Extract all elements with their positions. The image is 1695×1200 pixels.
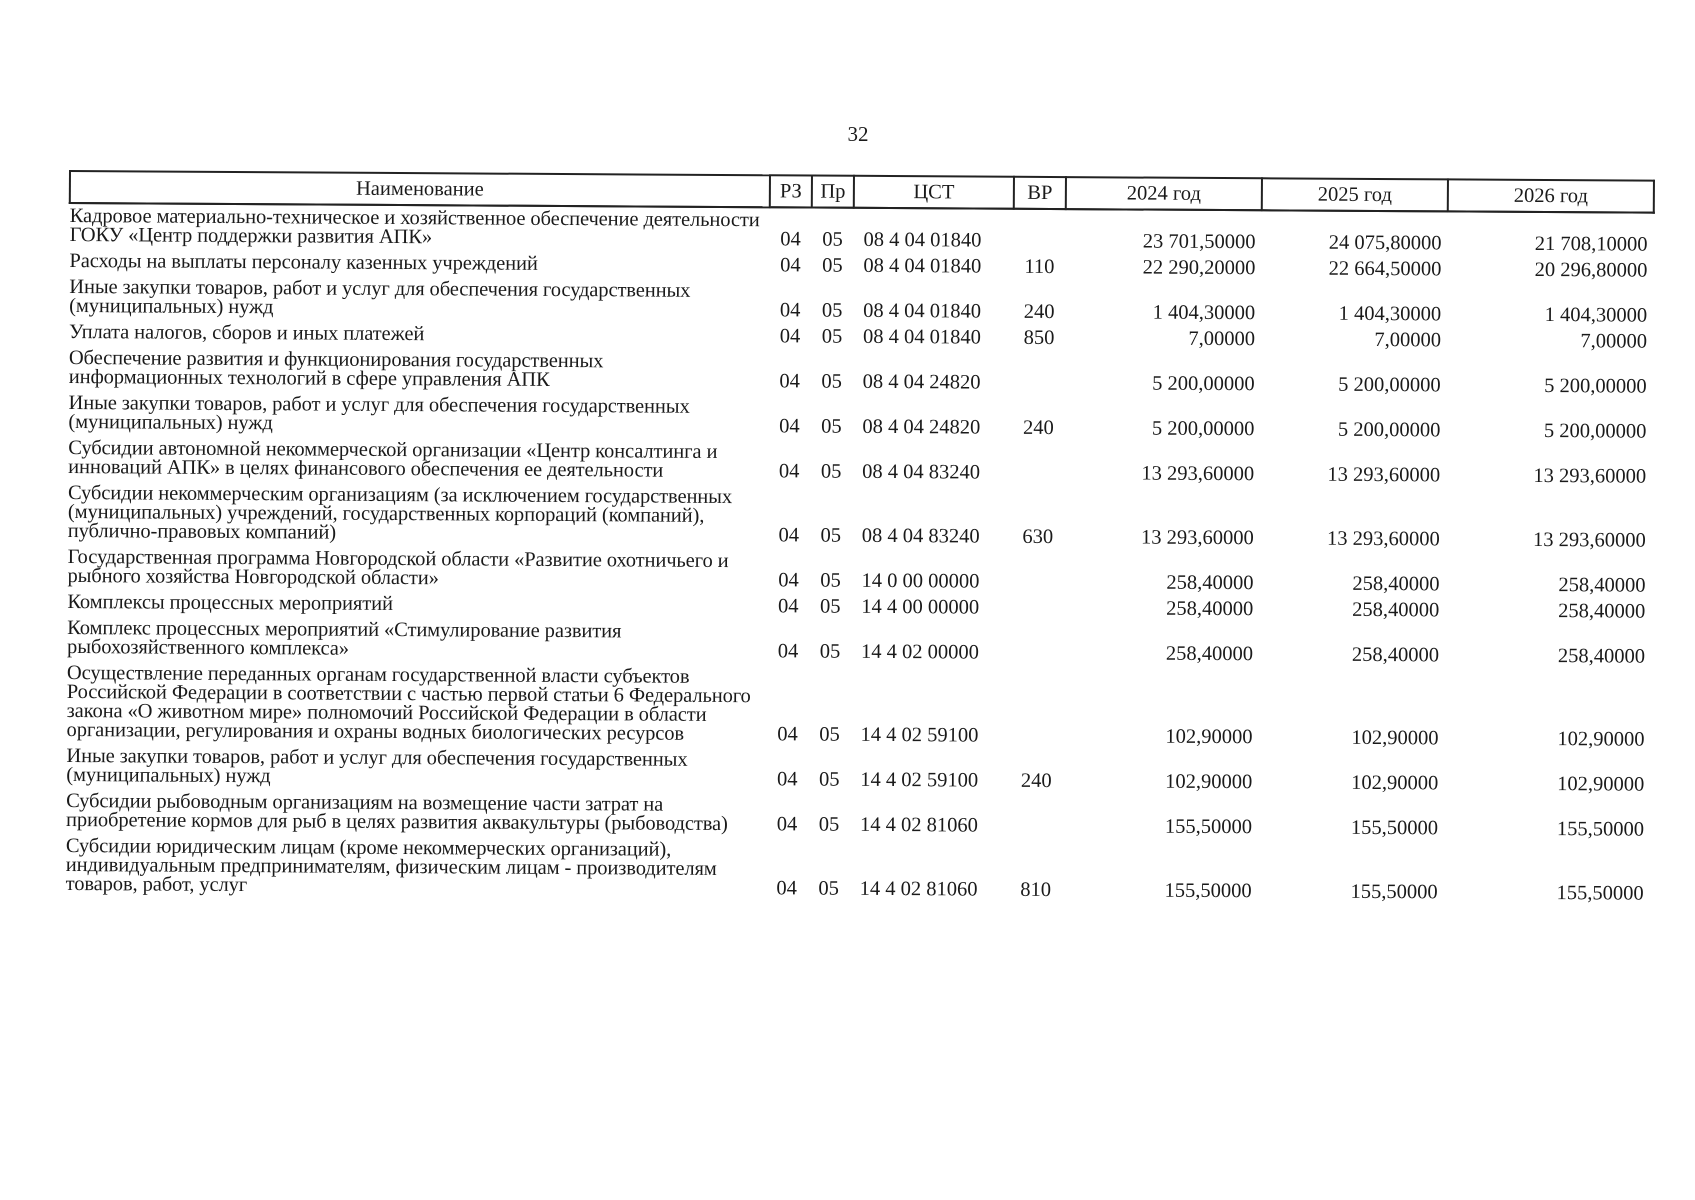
row-rz: 04 [776, 877, 797, 900]
row-amount-2024: 1 404,30000 [1152, 301, 1256, 325]
row-name: Уплата налогов, сборов и иных платежей [68, 321, 425, 346]
row-amount-2026: 102,90000 [1557, 728, 1645, 751]
row-amount-2025: 258,40000 [1352, 598, 1440, 622]
row-name: Субсидии юридическим лицам (кроме некоммерческих организаций), индивидуальным предпринимателям, физическим лицам - производителям товаров, работ, услуг [65, 834, 717, 897]
row-pr: 05 [822, 228, 843, 251]
row-vr [1011, 596, 1063, 622]
row-pr: 05 [818, 768, 840, 791]
row-vr [1010, 667, 1063, 750]
row-cst: 14 4 02 81060 [859, 877, 978, 901]
row-name: Субсидии некоммерческим организациям (за исключением государственных (муниципальных) учреждений, государственных корпораций (компаний), публично-правовых компаний) [67, 482, 733, 544]
row-amount-2026: 20 296,80000 [1534, 258, 1648, 282]
row-amount-2025: 155,50000 [1350, 816, 1439, 840]
row-amount-2026: 155,50000 [1556, 882, 1644, 905]
header-cst: ЦСТ [854, 176, 1014, 209]
header-vr: ВР [1014, 177, 1066, 209]
row-amount-2024: 102,90000 [1165, 725, 1253, 749]
row-amount-2024: 5 200,00000 [1152, 372, 1255, 396]
row-vr: 240 [1023, 300, 1055, 324]
row-cst: 14 4 02 59100 [860, 723, 979, 747]
row-amount-2024: 155,50000 [1164, 815, 1253, 839]
row-vr [1011, 551, 1063, 596]
row-cst: 14 4 02 00000 [861, 640, 980, 664]
row-pr: 05 [821, 415, 842, 438]
row-amount-2025: 24 075,80000 [1328, 231, 1442, 255]
row-vr: 630 [1022, 525, 1054, 549]
row-cst: 08 4 04 83240 [861, 524, 980, 548]
row-cst: 08 4 04 01840 [863, 254, 982, 278]
row-name: Субсидии автономной некоммерческой организации «Центр консалтинга и инноваций АПК» в целях финансового обеспечения ее деятельности [68, 437, 718, 482]
row-rz: 04 [779, 325, 801, 348]
row-cst: 14 4 02 59100 [860, 768, 979, 792]
row-vr: 110 [1024, 255, 1055, 279]
row-rz: 04 [778, 569, 799, 592]
table-row [68, 481, 1652, 555]
row-amount-2024: 22 290,20000 [1142, 256, 1256, 280]
row-amount-2024: 5 200,00000 [1151, 417, 1255, 441]
row-amount-2025: 155,50000 [1350, 880, 1438, 904]
row-amount-2026: 258,40000 [1558, 600, 1646, 623]
row-pr: 05 [821, 299, 843, 322]
row-amount-2026: 258,40000 [1557, 645, 1646, 668]
row-pr: 05 [818, 877, 839, 900]
row-amount-2025: 5 200,00000 [1338, 373, 1441, 397]
row-pr: 05 [821, 325, 843, 348]
row-name: Иные закупки товаров, работ и услуг для обеспечения государственных (муниципальных) нужд [69, 276, 691, 319]
row-rz: 04 [778, 524, 800, 547]
row-cst: 08 4 04 24820 [862, 370, 981, 394]
row-pr: 05 [818, 813, 840, 836]
row-pr: 05 [820, 569, 841, 592]
row-vr: 810 [1020, 878, 1052, 902]
row-amount-2024: 102,90000 [1165, 770, 1253, 794]
row-amount-2025: 102,90000 [1351, 726, 1439, 750]
row-cst: 08 4 04 01840 [862, 325, 981, 349]
row-name: Комплексы процессных мероприятий [67, 590, 393, 615]
row-name: Расходы на выплаты персоналу казенных учреждений [69, 250, 538, 275]
row-rz: 04 [776, 768, 798, 791]
row-cst: 14 4 00 00000 [861, 595, 980, 619]
row-amount-2025: 22 664,50000 [1328, 257, 1442, 281]
row-pr: 05 [819, 640, 841, 663]
row-cst: 14 0 00 00000 [861, 569, 980, 593]
row-amount-2024: 155,50000 [1164, 879, 1252, 903]
row-amount-2026: 1 404,30000 [1544, 304, 1648, 327]
row-amount-2026: 258,40000 [1558, 574, 1646, 597]
budget-table [65, 170, 1655, 908]
row-amount-2024: 23 701,50000 [1142, 230, 1256, 254]
row-amount-2026: 21 708,10000 [1534, 232, 1648, 256]
row-cst: 08 4 04 01840 [863, 228, 982, 252]
header-2026: 2026 год [1448, 179, 1654, 212]
row-vr: 240 [1020, 769, 1052, 793]
row-vr [1013, 352, 1065, 397]
row-amount-2025: 13 293,60000 [1326, 527, 1440, 551]
row-amount-2025: 1 404,30000 [1338, 302, 1442, 326]
row-rz: 04 [778, 460, 800, 483]
row-name: Комплекс процессных мероприятий «Стимулирование развития рыбохозяйственного комплекса» [67, 616, 622, 660]
row-amount-2026: 102,90000 [1557, 773, 1645, 796]
row-name: Обеспечение развития и функционирования государственных информационных технологий в сфере управления АПК [68, 347, 604, 391]
row-amount-2026: 13 293,60000 [1532, 528, 1646, 552]
row-pr: 05 [821, 370, 843, 393]
row-amount-2025: 258,40000 [1351, 643, 1440, 667]
row-rz: 04 [779, 415, 800, 438]
row-amount-2026: 7,00000 [1580, 330, 1648, 353]
row-vr [1013, 209, 1065, 255]
row-amount-2024: 13 293,60000 [1141, 462, 1255, 486]
header-name: Наименование [70, 171, 770, 207]
header-2024: 2024 год [1066, 177, 1262, 210]
row-vr [1010, 795, 1062, 840]
row-pr: 05 [819, 723, 840, 746]
row-name: Кадровое материально-техническое и хозяйственное обеспечение деятельности ГОКУ «Центр поддержки развития АПК» [69, 205, 760, 249]
row-amount-2025: 258,40000 [1352, 572, 1440, 596]
row-cst: 08 4 04 01840 [863, 299, 982, 323]
row-name: Субсидии рыбоводным организациям на возмещение части затрат на приобретение кормов для рыб в целях развития аквакультуры (рыбоводства) [65, 789, 728, 836]
row-pr: 05 [822, 254, 843, 277]
row-vr [1012, 442, 1064, 487]
row-amount-2025: 13 293,60000 [1327, 463, 1441, 487]
row-cst: 14 4 02 81060 [859, 813, 978, 837]
row-name: Иные закупки товаров, работ и услуг для обеспечения государственных (муниципальных) нужд [68, 392, 690, 435]
header-pr: Пр [812, 176, 854, 208]
row-name: Осуществление переданных органам государственной власти субъектов Российской Федерации в соответствии с частью первой статьи 6 Федерального закона «О животном мире» полномочий Российской Федерации в области организации, регулирования и охраны водных биологических ресурсов [66, 661, 751, 745]
row-rz: 04 [777, 640, 799, 663]
table-body [66, 203, 1654, 908]
row-cst: 08 4 04 24820 [862, 415, 981, 439]
table-row [66, 661, 1650, 754]
header-rz: РЗ [770, 175, 812, 207]
row-rz: 04 [776, 813, 798, 836]
row-amount-2024: 13 293,60000 [1140, 526, 1254, 550]
row-rz: 04 [778, 595, 799, 618]
row-amount-2026: 13 293,60000 [1533, 464, 1647, 488]
row-pr: 05 [820, 460, 842, 483]
row-pr: 05 [820, 595, 841, 618]
row-rz: 04 [779, 299, 801, 322]
row-amount-2025: 5 200,00000 [1337, 418, 1441, 442]
row-rz: 04 [779, 370, 801, 393]
row-amount-2024: 258,40000 [1166, 597, 1254, 621]
row-amount-2024: 7,00000 [1188, 327, 1256, 351]
page-number: 32 [847, 122, 869, 146]
row-rz: 04 [780, 228, 801, 251]
row-cst: 08 4 04 83240 [862, 460, 981, 484]
row-amount-2026: 155,50000 [1556, 818, 1645, 841]
table-row [66, 834, 1650, 908]
row-amount-2025: 7,00000 [1374, 328, 1442, 352]
row-vr: 240 [1023, 416, 1054, 440]
row-amount-2024: 258,40000 [1165, 642, 1254, 666]
row-amount-2025: 102,90000 [1351, 771, 1439, 795]
row-name: Государственная программа Новгородской области «Развитие охотничьего и рыбного хозяйства Новгородской области» [67, 545, 729, 590]
row-name: Иные закупки товаров, работ и услуг для обеспечения государственных (муниципальных) нужд [66, 744, 688, 788]
row-rz: 04 [780, 254, 801, 277]
row-amount-2024: 258,40000 [1166, 571, 1254, 595]
row-amount-2026: 5 200,00000 [1544, 375, 1647, 398]
row-vr: 850 [1023, 326, 1055, 350]
row-amount-2026: 5 200,00000 [1543, 420, 1647, 443]
row-vr [1011, 622, 1063, 667]
header-2025: 2025 год [1262, 178, 1448, 211]
row-pr: 05 [820, 524, 842, 547]
row-rz: 04 [777, 723, 798, 746]
